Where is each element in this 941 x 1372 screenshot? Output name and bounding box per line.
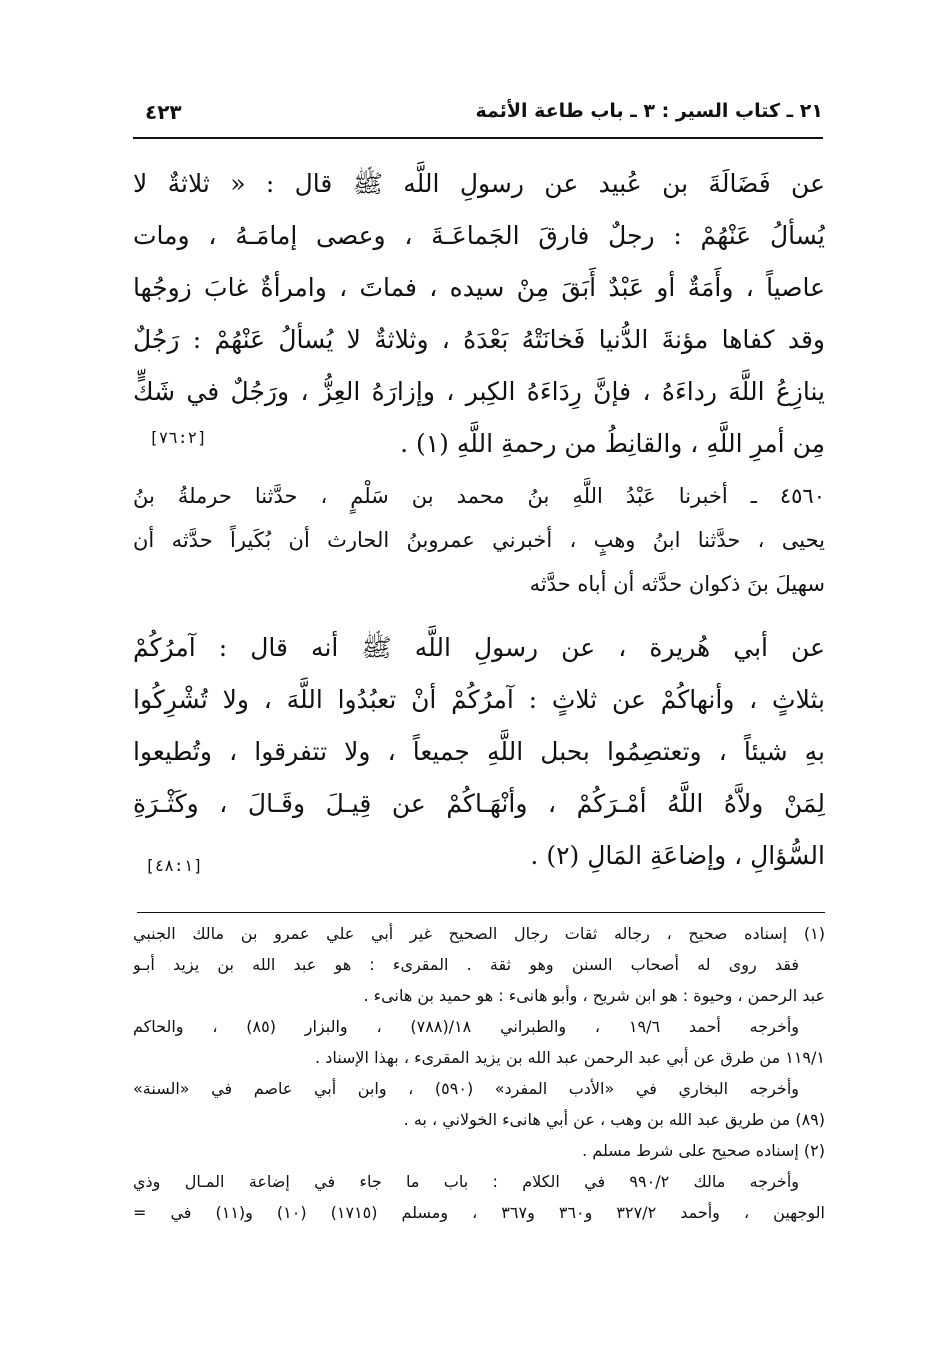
footnote-line: (٢) إسناده صحيح على شرط مسلم . — [582, 1141, 825, 1160]
hadith-1-reference: [٧٦:٢] — [149, 428, 207, 447]
hadith-1-line: مِن أمرِ اللَّهِ ، والقانِطُ من رحمةِ اللَّهِ (١) . — [400, 429, 825, 458]
hadith-2-line: لِمَنْ ولاَّهُ اللَّهُ أمْـرَكُمْ ، وأنْهَـاكُمْ عن قِيـلَ وقَـالَ ، وكَثْـرَةِ — [133, 789, 825, 818]
isnad-line: يحيى ، حدَّثنا ابنُ وهبٍ ، أخبرني عمروبنُ الحارث أن بُكَيراً حدَّثه أن — [133, 528, 825, 552]
page-number: ٤٢٣ — [145, 100, 182, 124]
footnote-line: (١) إسناده صحيح ، رجاله ثقات رجال الصحيح غير أبي علي عمرو بن مالك الجنبي — [133, 924, 825, 943]
footnote-line: فقد روى له أصحاب السنن وهو ثقة . المقرىء : هو عبد الله بن يزيد أبـو — [133, 955, 799, 974]
footnote-line: الوجهين ، وأحمد ٣٢٧/٢ و٣٦٠ و٣٦٧ ، ومسلم (١٧١٥) (١٠) و(١١) في = — [133, 1203, 825, 1222]
hadith-2-line: بهِ شيئاً ، وتعتصِمُوا بحبل اللَّهِ جميعاً ، ولا تتفرقوا ، وتُطيعوا — [133, 737, 825, 766]
hadith-2-line: عن أبي هُريرة ، عن رسولِ اللَّه ﷺ أنه قال : آمرُكُمْ — [133, 633, 825, 662]
hadith-2-line: السُّؤالِ ، وإضاعَةِ المَالِ (٢) . — [530, 841, 825, 870]
hadith-1-line: وقد كفاها مؤنةَ الدُّنيا فَخانَتْهُ بَعْدَهُ ، وثلاثةٌ لا يُسألُ عَنْهُمْ : رَجُلٌ — [133, 325, 825, 354]
hadith-1-text — [133, 158, 825, 470]
header-rule — [133, 137, 823, 139]
footnote-line: ١١٩/١ من طرق عن أبي عبد الرحمن عبد الله بن يزيد المقرىء ، بهذا الإسناد . — [315, 1048, 825, 1067]
hadith-1-line: عن فَضَالَةَ بن عُبيد عن رسولِ اللَّه ﷺ قال : « ثلاثةٌ لا — [133, 169, 825, 198]
hadith-2-line: بثلاثٍ ، وأنهاكُمْ عن ثلاثٍ : آمرُكُمْ أنْ تعبُدُوا اللَّهَ ، ولا تُشْرِكُوا — [133, 685, 825, 714]
footnote-line: وأخرجه البخاري في «الأدب المفرد» (٥٩٠) ، وابن أبي عاصم في «السنة» — [133, 1079, 799, 1098]
isnad-line: ٤٥٦٠ ـ أخبرنا عَبْدُ اللَّهِ بنُ محمد بن سَلْمٍ ، حدَّثنا حرملةُ بنُ — [133, 484, 825, 508]
running-title: ٢١ ـ كتاب السير : ٣ ـ باب طاعة الأئمة — [475, 100, 823, 122]
hadith-2-text — [133, 622, 825, 882]
footnote-line: وأخرجه مالك ٩٩٠/٢ في الكلام : باب ما جاء في إضاعة المـال وذي — [133, 1172, 799, 1191]
footnote-line: (٨٩) من طريق عبد الله بن وهب ، عن أبي هانىء الخولاني ، به . — [403, 1110, 825, 1129]
footnotes — [133, 918, 825, 1228]
isnad-line: سهيلَ بنَ ذكوان حدَّثه أن أباه حدَّثه — [529, 572, 825, 596]
footnote-rule — [137, 912, 825, 913]
hadith-1-line: عاصياً ، وأَمَةٌ أو عَبْدٌ أَبَقَ مِنْ سيده ، فماتَ ، وامرأةٌ غابَ زوجُها — [133, 273, 825, 302]
page-header — [133, 100, 823, 134]
hadith-1-line: ينازِعُ اللَّهَ رداءَهُ ، فإنَّ رِدَاءَهُ الكِبر ، وإزارَهُ العِزُّ ، ورَجُلٌ في شَكٍّ — [133, 377, 825, 406]
footnote-line: وأخرجه أحمد ١٩/٦ ، والطبراني ١٨/(٧٨٨) ، والبزار (٨٥) ، والحاكم — [133, 1017, 800, 1036]
hadith-1-line: يُسألُ عَنْهُمْ : رجلٌ فارقَ الجَماعَـةَ ، وعصى إمامَـهُ ، ومات — [133, 221, 825, 250]
footnote-line: عبد الرحمن ، وحيوة : هو ابن شريح ، وأبو هانىء : هو حميد بن هانىء . — [363, 986, 825, 1005]
hadith-1-last-line — [133, 418, 825, 470]
hadith-2-reference: [٤٨:١] — [145, 856, 203, 875]
hadith-2-isnad — [133, 474, 825, 606]
